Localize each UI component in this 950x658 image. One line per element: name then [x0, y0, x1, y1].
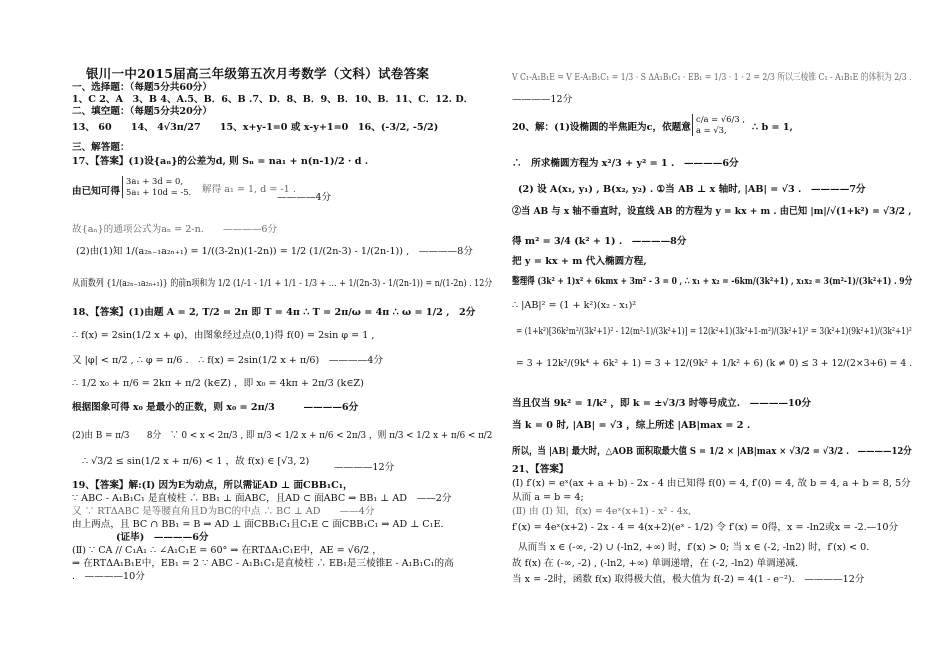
q17-part2-sum: 从而数列 {1/(a₂ₙ₋₁a₂ₙ₊₁)} 的前n项和为 1/2 (1/-1 - 1/1 + 1/1 - 1/3 + … + 1/(2n-3) - 1/(2n-1)) = n/(1-2n) . 12分 [72, 278, 493, 289]
q18-line-5: 根据图象可得 x₀ 是最小的正数，则 x₀ = 2π/3 ————6分 [72, 402, 359, 413]
q20-ab-expand: = (1+k²)[36k²m²/(3k²+1)² - 12(m²-1)/(3k²+1)] = 12(k²+1)(3k²+1-m²)/(3k²+1)² = 3(k²+1)(9k²+1)/(3k²+1)² [516, 326, 912, 337]
q20-ab-squared: ∴ |AB|² = (1 + k²)(x₂ - x₁)² [512, 300, 637, 311]
q20-equality-case: 当且仅当 9k² = 1/k² ，即 k = ±√3/3 时等号成立. ————10分 [512, 398, 811, 409]
q17-part2-telescoping: (2)由(1)知 1/(a₂ₙ₋₁a₂ₙ₊₁) = 1/((3-2n)(1-2n)) = 1/2 (1/(2n-3) - 1/(2n-1)) , ————8分 [76, 246, 473, 257]
q20-eq-1: c/a = √6/3 , [696, 114, 745, 124]
q18-line-1: 18、【答案】(1)由题 A = 2, T/2 = 2π 即 T = 4π ∴ T = 2π/ω = 4π ∴ ω = 1/2 , 2分 [72, 307, 476, 318]
q20-m-squared: 得 m² = 3/4 (k² + 1) . ————8分 [512, 236, 687, 247]
q19-volume-line: V C₁-A₁B₁E = V E-A₁B₁C₁ = 1/3 · S ΔA₁B₁C₁ · EB₁ = 1/3 · 1 · 2 = 2/3 所以三棱锥 C₁ - A₁B₁E 的体积为 2/3 . [512, 72, 912, 83]
q19-line-3: 又 ∵ RTΔABC 是等腰直角且D为BC的中点 ∴ BC ⊥ AD ——4分 [72, 506, 375, 517]
q19-line-1: 19、【答案】解:(Ⅰ) 因为E为动点，所以需证AD ⊥ 面CBB₁C₁， [72, 480, 353, 491]
q20-part2-case2: ②当 AB 与 x 轴不垂直时，设直线 AB 的方程为 y = kx + m . 由已知 |m|/√(1+k²) = √3/2 , [512, 206, 912, 217]
q18-line-4: ∴ 1/2 x₀ + π/6 = 2kπ + π/2 (k∈Z) ，即 x₀ = 4kπ + 2π/3 (k∈Z) [72, 378, 364, 389]
q19-line-5: (证毕) ————6分 [116, 532, 209, 543]
q21-part1: (Ⅰ) f′(x) = eˣ(ax + a + b) - 2x - 4 由已知得 f(0) = 4, f′(0) = 4, 故 b = 4, a + b = 8, 5分 [512, 478, 911, 489]
page-title: 银川一中2015届高三年级第五次月考数学（文科）试卷答案 [86, 66, 430, 81]
choice-answers: 1、C 2、A 3、B 4、A.5、B．6、B .7、D．8、B．9、B．10、B．11、C．12. D． [72, 94, 474, 105]
q19-line-2: ∵ ABC - A₁B₁C₁ 是直棱柱 ∴ BB₁ ⊥ 面ABC，且AD ⊂ 面ABC ⇒ BB₁ ⊥ AD ——2分 [72, 493, 452, 504]
q21-heading: 21、【答案】 [512, 464, 569, 475]
q21-monotonicity: 故 f(x) 在 (-∞, -2) , (-ln2, +∞) 单调递增，在 (-2, -ln2) 单调递减. [512, 558, 798, 569]
q17-general-term: 故{aₙ}的通项公式为aₙ = 2-n. ————6分 [72, 224, 278, 235]
q20-ab-bound: = 3 + 12k²/(9k⁴ + 6k² + 1) = 3 + 12/(9k² + 1/k² + 6) (k ≠ 0) ≤ 3 + 12/(2×3+6) = 4 . [516, 358, 913, 369]
q21-derivative: f′(x) = 4eˣ(x+2) - 2x - 4 = 4(x+2)(eˣ - 1/2) 令 f′(x) = 0得，x = -ln2或x = -2.—10分 [512, 522, 899, 533]
q18-line-3: 又 |φ| < π/2 , ∴ φ = π/6 . ∴ f(x) = 2sin(1/2 x + π/6) ————4分 [72, 355, 383, 366]
q19-line-8: . ————10分 [72, 571, 145, 582]
section-solution-heading: 三、解答题： [72, 142, 130, 153]
q20-b-value: ∴ b = 1, [752, 122, 793, 133]
q18-line-7: ∴ √3/2 ≤ sin(1/2 x + π/6) < 1 ，故 f(x) ∈ [√3, 2) [82, 456, 310, 467]
q20-ellipse-equation: ∴ 所求椭圆方程为 x²/3 + y² = 1 . ————6分 [512, 158, 739, 169]
q19-line-6: (Ⅱ) ∵ CA // C₁A₁ ∴ ∠A₁C₁E = 60° ⇒ 在RTΔA₁C₁E中，AE = √6/2 ， [72, 545, 382, 556]
q20-part2-case1: (2) 设 A(x₁, y₁) , B(x₂, y₂) . ①当 AB ⊥ x 轴时, |AB| = √3 . ————7分 [518, 184, 866, 195]
q20-equation-system [692, 114, 745, 136]
q21-part2-fx: (Ⅱ) 由 (Ⅰ) 知，f(x) = 4eˣ(x+1) - x² - 4x, [512, 506, 692, 517]
q21-ab-values: 从而 a = b = 4; [512, 492, 584, 503]
q17-eq-2: 5a₁ + 10d = -5. [126, 187, 192, 197]
q18-line-6: (2)由 B = π/3 8分 ∵ 0 < x < 2π/3 , 即 π/3 < 1/2 x + π/6 < 2π/3 ，则 π/3 < 1/2 x + π/6 < π/2 [72, 430, 493, 441]
q17-solution: 解得 a₁ = 1, d = -1 . [202, 184, 296, 195]
q20-eq-2: a = √3, [696, 125, 727, 135]
q18-score-12: ————12分 [334, 462, 395, 473]
q17-given-label: 由已知可得 [72, 186, 120, 197]
section-fill-heading: 二、填空题：（每题5分共20分） [72, 106, 212, 117]
q20-substitute: 把 y = kx + m 代入椭圆方程, [512, 256, 647, 267]
q20-max-area: 所以，当 |AB| 最大时，△AOB 面积取最大值 S = 1/2 × |AB|max × √3/2 = √3/2 . ————12分 [512, 446, 912, 457]
q19-line-4: 由上两点，且 BC ∩ BB₁ = B ⇒ AD ⊥ 面CBB₁C₁且C₁E ⊂ 面CBB₁C₁ ⇒ AD ⊥ C₁E. [72, 519, 444, 530]
q17-equation-system [122, 176, 191, 198]
q20-line-1: 20、解：(1)设椭圆的半焦距为c，依题意 [512, 122, 691, 133]
q17-line-1: 17、【答案】(1)设{aₙ}的公差为d, 则 Sₙ = na₁ + n(n-1)/2 · d . [72, 156, 369, 167]
q19-score-12: ————12分 [512, 94, 573, 105]
q20-max-ab: 当 k = 0 时, |AB| = √3 ，综上所述 |AB|max = 2 . [512, 420, 751, 431]
q17-eq-1: 3a₁ + 3d = 0, [126, 176, 184, 186]
q19-line-7: ⇒ 在RTΔA₁B₁E中，EB₁ = 2 ∵ ABC - A₁B₁C₁是直棱柱 ∴ EB₁是三棱锥E - A₁B₁C₁的高 [72, 558, 454, 569]
fill-answers: 13、 60 14、 4√3π/27 15、x+y-1=0 或 x-y+1=0 16、(-3/2, -5/2) [72, 122, 439, 133]
section-choice-heading: 一、选择题：（每题5分共60分） [72, 82, 212, 93]
q18-line-2: ∴ f(x) = 2sin(1/2 x + φ)，由图象经过点(0,1)得 f(0) = 2sin φ = 1 , [72, 330, 375, 341]
q21-sign-analysis: 从而当 x ∈ (-∞, -2) ∪ (-ln2, +∞) 时，f′(x) > 0; 当 x ∈ (-2, -ln2) 时，f′(x) < 0. [518, 542, 870, 553]
q17-score-4: ————4分 [277, 192, 332, 203]
q20-vieta: 整理得 (3k² + 1)x² + 6kmx + 3m² - 3 = 0 , ∴ x₁ + x₂ = -6km/(3k²+1) , x₁x₂ = 3(m²-1)/(3k²+1) . 9分 [512, 276, 913, 287]
q21-max-value: 当 x = -2时，函数 f(x) 取得极大值，极大值为 f(-2) = 4(1 - e⁻²). ————12分 [512, 574, 865, 585]
